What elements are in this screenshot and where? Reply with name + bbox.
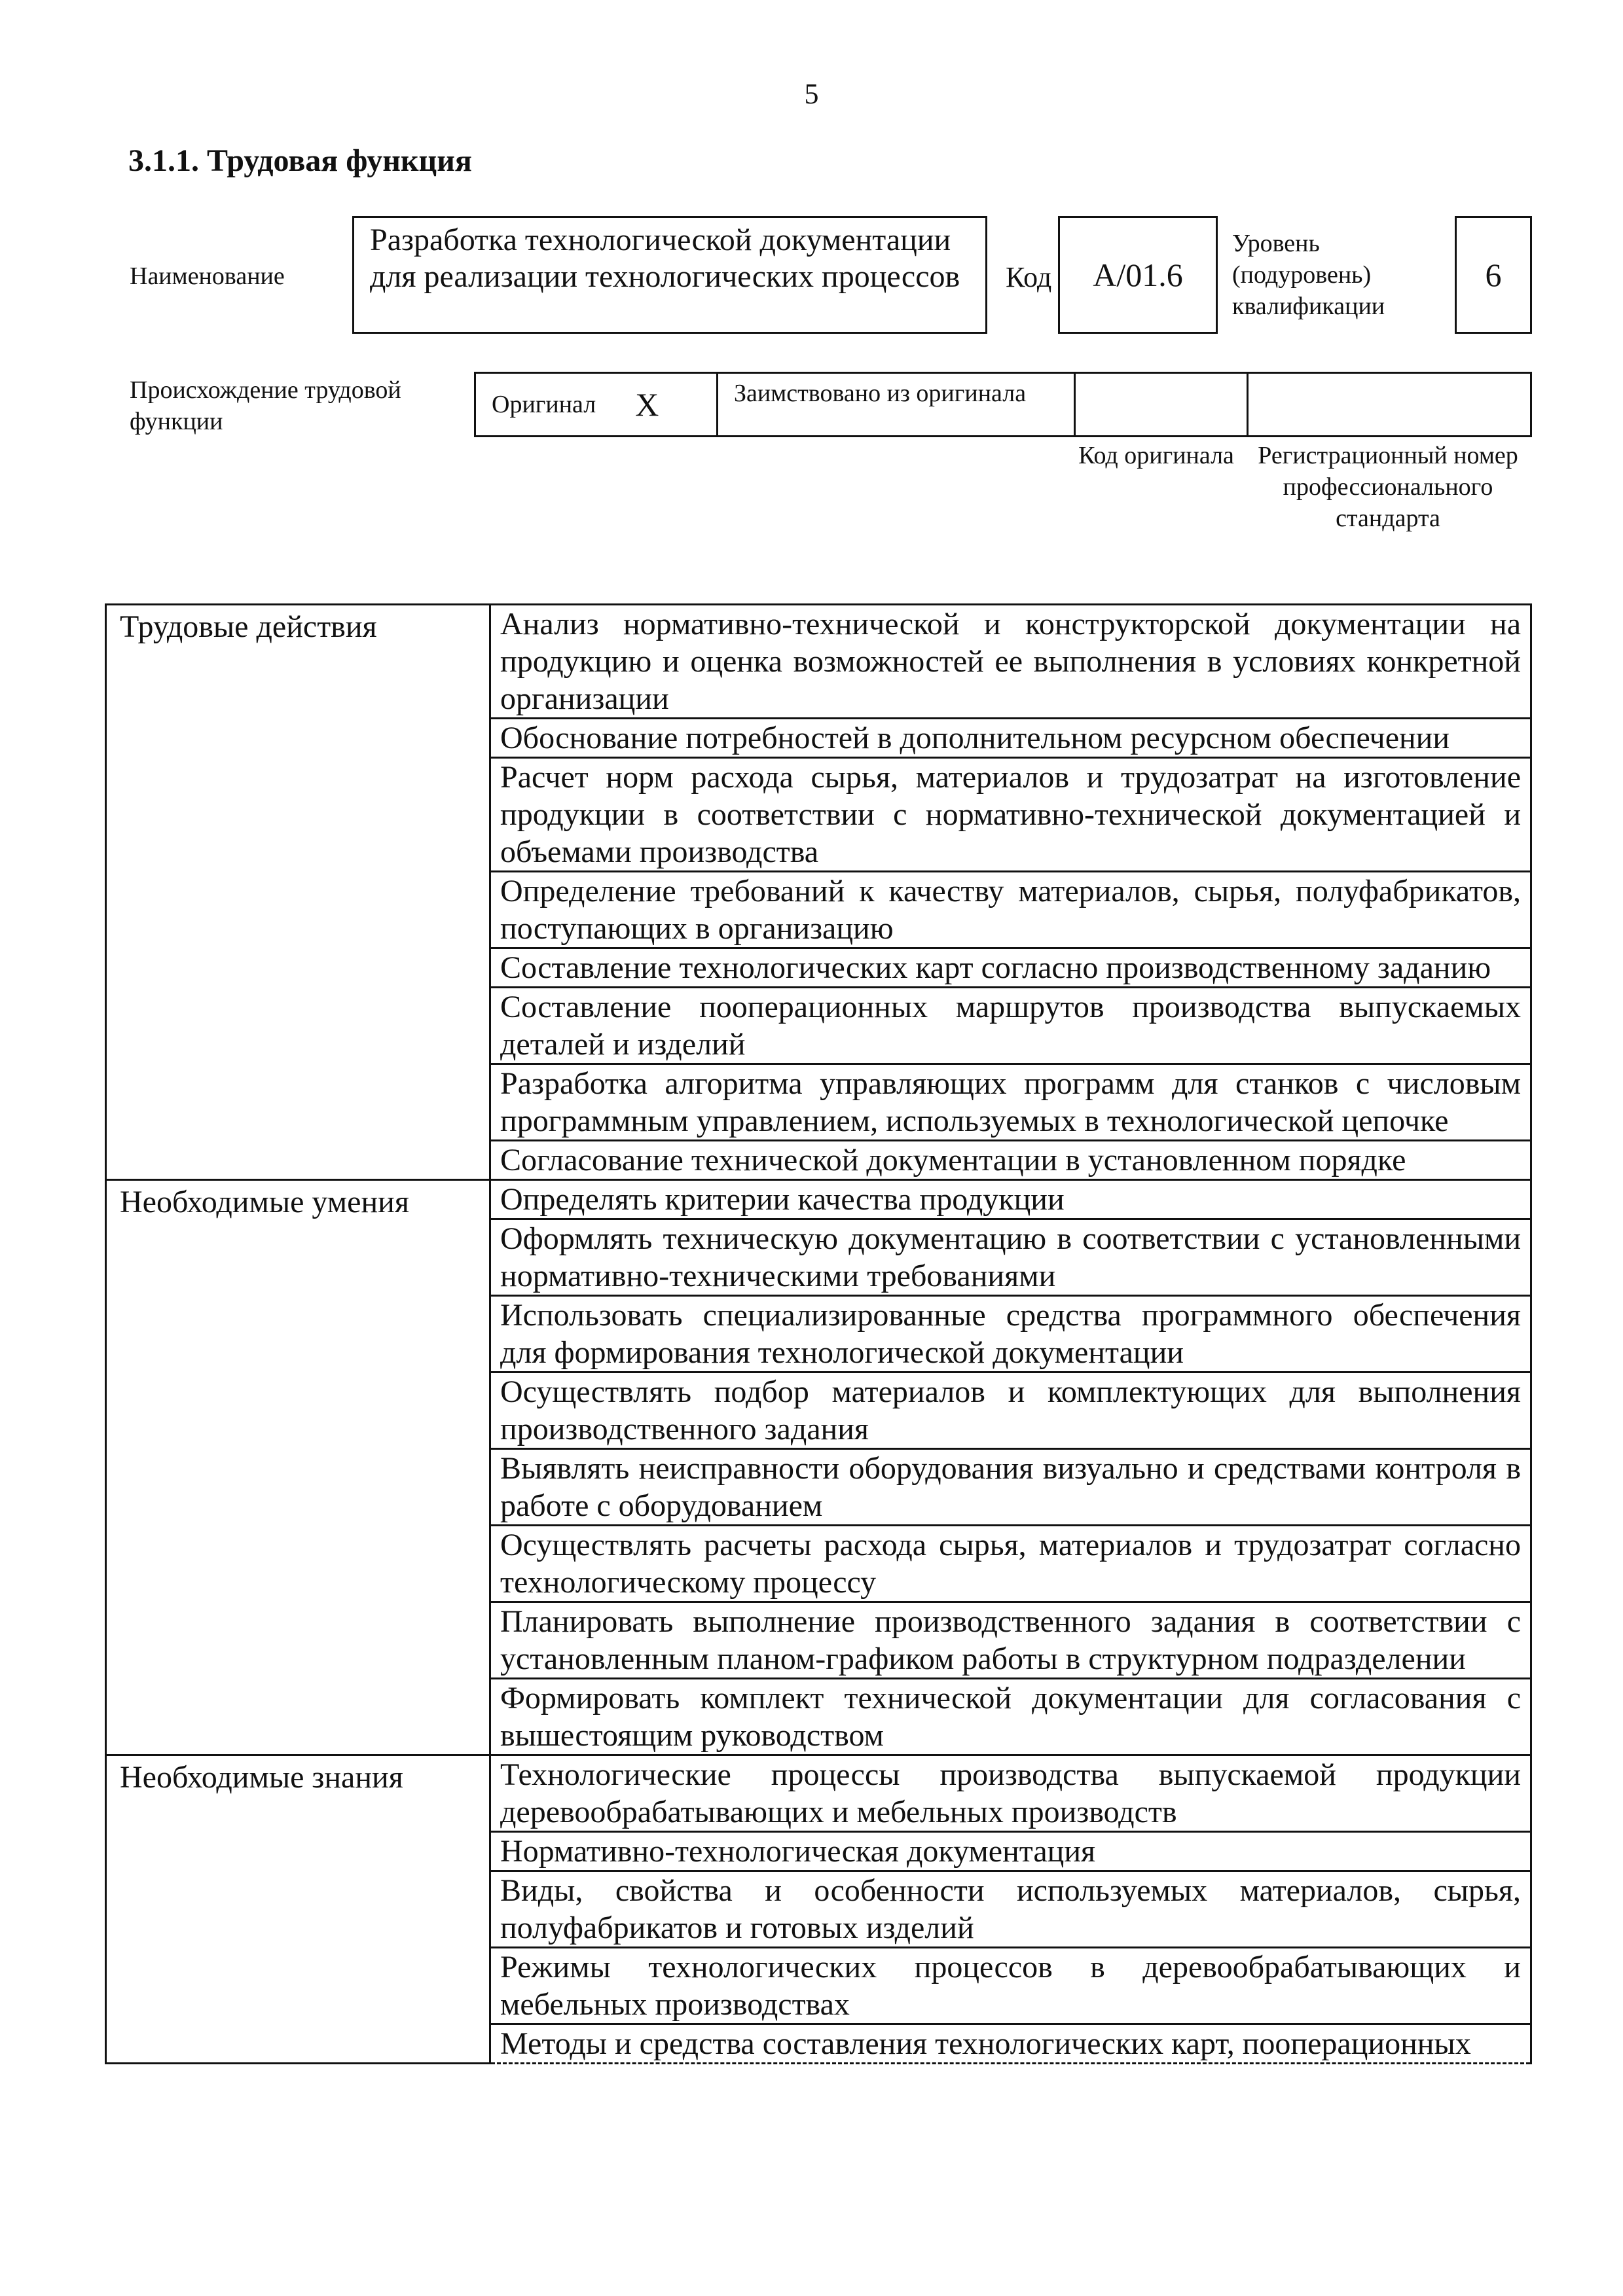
section-item: Обоснование потребностей в дополнительном ресурсном обеспечении	[490, 719, 1531, 758]
origin-original-cell	[476, 374, 718, 435]
section-item: Осуществлять подбор материалов и комплектующих для выполнения производственного задания	[490, 1372, 1531, 1449]
section-item: Определение требований к качеству материалов, сырья, полуфабрикатов, поступающих в организацию	[490, 872, 1531, 948]
section-item: Выявлять неисправности оборудования визуально и средствами контроля в работе с оборудованием	[490, 1449, 1531, 1526]
origin-reg-caption: Регистрационный номер профессионального стандарта	[1258, 442, 1518, 532]
origin-code-caption: Код оригинала	[1078, 442, 1234, 469]
section-item: Методы и средства составления технологических карт, пооперационных	[490, 2024, 1531, 2064]
origin-label: Происхождение трудовой функции	[130, 376, 401, 435]
section-item: Технологические процессы производства выпускаемой продукции деревообрабатывающих и мебельных производств	[490, 1755, 1531, 1832]
section-item: Определять критерии качества продукции	[490, 1180, 1531, 1219]
table-row	[106, 1755, 1531, 1832]
section-item: Разработка алгоритма управляющих программ для станков с числовым программным управлением, используемых в технологической цепочке	[490, 1064, 1531, 1141]
section-item: Виды, свойства и особенности используемых материалов, сырья, полуфабрикатов и готовых изделий	[490, 1871, 1531, 1948]
origin-original-label: Оригинал	[492, 391, 596, 418]
section-item: Оформлять техническую документацию в соответствии с установленными нормативно-техническими требованиями	[490, 1219, 1531, 1296]
code-label: Код	[1006, 261, 1052, 293]
function-name-box: Разработка технологической документации для реализации технологических процессов	[352, 216, 987, 334]
origin-table	[474, 372, 1532, 437]
origin-reg-cell	[1249, 374, 1530, 435]
section-item: Анализ нормативно-технической и конструкторской документации на продукцию и оценка возможностей ее выполнения в условиях конкретной организации	[490, 605, 1531, 719]
section-item: Составление технологических карт согласно производственному заданию	[490, 948, 1531, 988]
origin-code-cell	[1076, 374, 1249, 435]
section-item: Нормативно-технологическая документация	[490, 1832, 1531, 1871]
code-value-box: A/01.6	[1058, 216, 1218, 334]
section-item: Осуществлять расчеты расхода сырья, материалов и трудозатрат согласно технологическому процессу	[490, 1526, 1531, 1602]
qualification-level-label: Уровень (подуровень) квалификации	[1232, 230, 1385, 320]
origin-original-mark: X	[635, 386, 659, 423]
qualification-level-box: 6	[1455, 216, 1532, 334]
name-label: Наименование	[130, 262, 285, 290]
section-item: Планировать выполнение производственного задания в соответствии с установленным планом-графиком работы в структурном подразделении	[490, 1602, 1531, 1679]
section-category: Необходимые знания	[106, 1755, 490, 2064]
section-item: Формировать комплект технической документации для согласования с вышестоящим руководством	[490, 1679, 1531, 1755]
table-row	[106, 605, 1531, 719]
origin-borrowed-cell: Заимствовано из оригинала	[718, 374, 1076, 435]
page-number: 5	[804, 78, 819, 110]
section-category: Необходимые умения	[106, 1180, 490, 1755]
section-category: Трудовые действия	[106, 605, 490, 1180]
table-row	[106, 1180, 1531, 1219]
section-title: 3.1.1. Трудовая функция	[128, 143, 472, 178]
section-item: Согласование технической документации в установленном порядке	[490, 1141, 1531, 1180]
section-item: Расчет норм расхода сырья, материалов и трудозатрат на изготовление продукции в соответствии с нормативно-технической документацией и объемами производства	[490, 758, 1531, 872]
section-item: Составление пооперационных маршрутов производства выпускаемых деталей и изделий	[490, 988, 1531, 1064]
labor-function-table	[105, 603, 1532, 2064]
section-item: Использовать специализированные средства программного обеспечения для формирования технологической документации	[490, 1296, 1531, 1372]
section-item: Режимы технологических процессов в деревообрабатывающих и мебельных производствах	[490, 1948, 1531, 2024]
